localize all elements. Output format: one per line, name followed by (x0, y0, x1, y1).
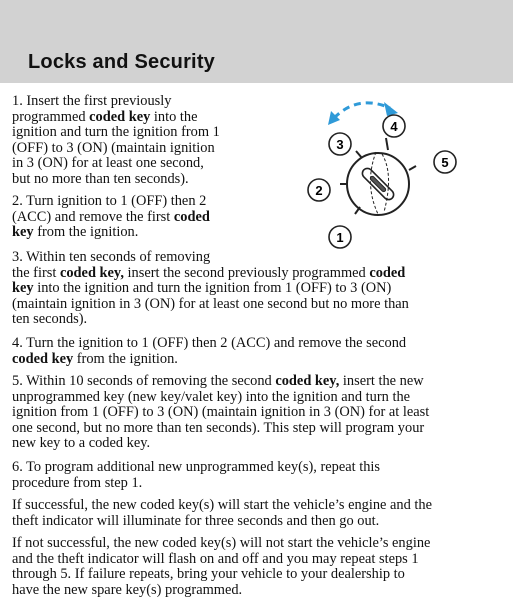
text-run: into the ignition and turn the ignition from 1 (OFF) to 3 (ON) (33, 280, 392, 297)
arrow-head-right (384, 102, 398, 116)
text-run: 5. Within 10 seconds of removing the second (12, 373, 276, 389)
text-run: ignition from 1 (OFF) to 3 (ON) (maintain ignition in 3 (ON) for at least (12, 404, 430, 421)
text-line (12, 266, 409, 282)
text-line (12, 514, 432, 530)
text-run: ten seconds). (12, 311, 88, 328)
text-line (12, 476, 380, 492)
position-marker-3 (329, 133, 351, 155)
text-run: If successful, the new coded key(s) will start the vehicle’s engine and the (12, 497, 432, 513)
bold-term: coded key, (275, 373, 340, 389)
bold-term: coded (369, 264, 406, 281)
text-line (12, 194, 210, 210)
text-line (12, 421, 429, 437)
bold-term: coded key, (59, 264, 124, 281)
text-line (12, 583, 430, 599)
text-run: but no more than ten seconds). (12, 170, 189, 187)
step-2 (12, 194, 210, 241)
text-line (12, 460, 380, 476)
text-line (12, 297, 409, 313)
text-line (12, 156, 220, 172)
text-run: have the new spare key(s) programmed. (12, 581, 243, 598)
svg-text:5: 5 (441, 155, 449, 170)
text-line (12, 567, 430, 583)
position-marker-1 (329, 226, 351, 248)
text-line (12, 374, 429, 390)
text-line (12, 536, 430, 552)
text-line (12, 436, 429, 452)
svg-text:3: 3 (336, 137, 344, 152)
text-line (12, 405, 429, 421)
text-run: 2. Turn ignition to 1 (OFF) then 2 (12, 193, 207, 209)
text-run: procedure from step 1. (12, 474, 143, 491)
text-run: through 5. If failure repeats, bring your vehicle to your dealership to (12, 566, 405, 583)
step-6 (12, 460, 380, 491)
ignition-cylinder-icon (340, 138, 416, 215)
text-run: (OFF) to 3 (ON) (maintain ignition (12, 139, 215, 156)
text-run: the first (12, 264, 60, 281)
section-title: Locks and Security (28, 51, 215, 73)
step-3 (12, 250, 409, 328)
text-line (12, 336, 406, 352)
bold-term: coded key (89, 108, 151, 125)
text-line (12, 94, 220, 110)
ignition-diagram (298, 94, 468, 254)
step-1 (12, 94, 220, 188)
failure-note (12, 536, 430, 598)
text-run: 1. Insert the first previously (12, 93, 172, 109)
text-run: (maintain ignition in 3 (ON) for at least one second but no more than (12, 295, 409, 312)
text-line (12, 110, 220, 126)
bold-term: coded key (12, 350, 74, 367)
text-run: one second, but no more than ten seconds). This step will program your (12, 419, 425, 436)
text-run: ignition and turn the ignition from 1 (12, 124, 220, 141)
position-marker-2 (308, 179, 330, 201)
text-run: 4. Turn the ignition to 1 (OFF) then 2 (ACC) and remove the second (12, 335, 407, 351)
text-run: theft indicator will illuminate for three seconds and then go out. (12, 512, 380, 529)
text-line (12, 125, 220, 141)
text-line (12, 225, 210, 241)
bold-term: key (12, 224, 34, 241)
text-line (12, 141, 220, 157)
text-run: 3. Within ten seconds of removing (12, 249, 211, 265)
text-run: programmed (12, 108, 90, 125)
text-run: from the ignition. (73, 350, 178, 367)
success-note (12, 498, 432, 529)
text-line (12, 281, 409, 297)
section-header (0, 0, 513, 83)
step-5 (12, 374, 429, 452)
text-run: from the ignition. (33, 224, 139, 241)
text-run: If not successful, the new coded key(s) will not start the vehicle’s engine (12, 535, 431, 551)
text-line (12, 312, 409, 328)
text-run: and the theft indicator will flash on and off and you may repeat steps 1 (12, 550, 419, 567)
svg-text:4: 4 (390, 119, 398, 134)
text-run: insert the new (339, 373, 424, 389)
text-run: in 3 (ON) for at least one second, (12, 155, 204, 172)
text-run: insert the second previously programmed (123, 264, 370, 281)
bold-term: key (12, 280, 34, 297)
text-line (12, 352, 406, 368)
step-4 (12, 336, 406, 367)
svg-text:1: 1 (336, 230, 344, 245)
position-marker-5 (434, 151, 456, 173)
text-line (12, 552, 430, 568)
text-run: into the (150, 108, 198, 125)
text-run: 6. To program additional new unprogrammed key(s), repeat this (12, 459, 380, 475)
text-run: new key to a coded key. (12, 435, 151, 452)
svg-text:2: 2 (315, 183, 323, 198)
position-marker-4 (383, 115, 405, 137)
text-line (12, 390, 429, 406)
text-line (12, 172, 220, 188)
text-line (12, 210, 210, 226)
text-line (12, 250, 409, 266)
text-run: (ACC) and remove the first (12, 208, 174, 225)
text-run: unprogrammed key (new key/valet key) into the ignition and turn the (12, 388, 411, 405)
bold-term: coded (173, 208, 210, 225)
rotation-arrow (334, 103, 390, 118)
text-line (12, 498, 432, 514)
